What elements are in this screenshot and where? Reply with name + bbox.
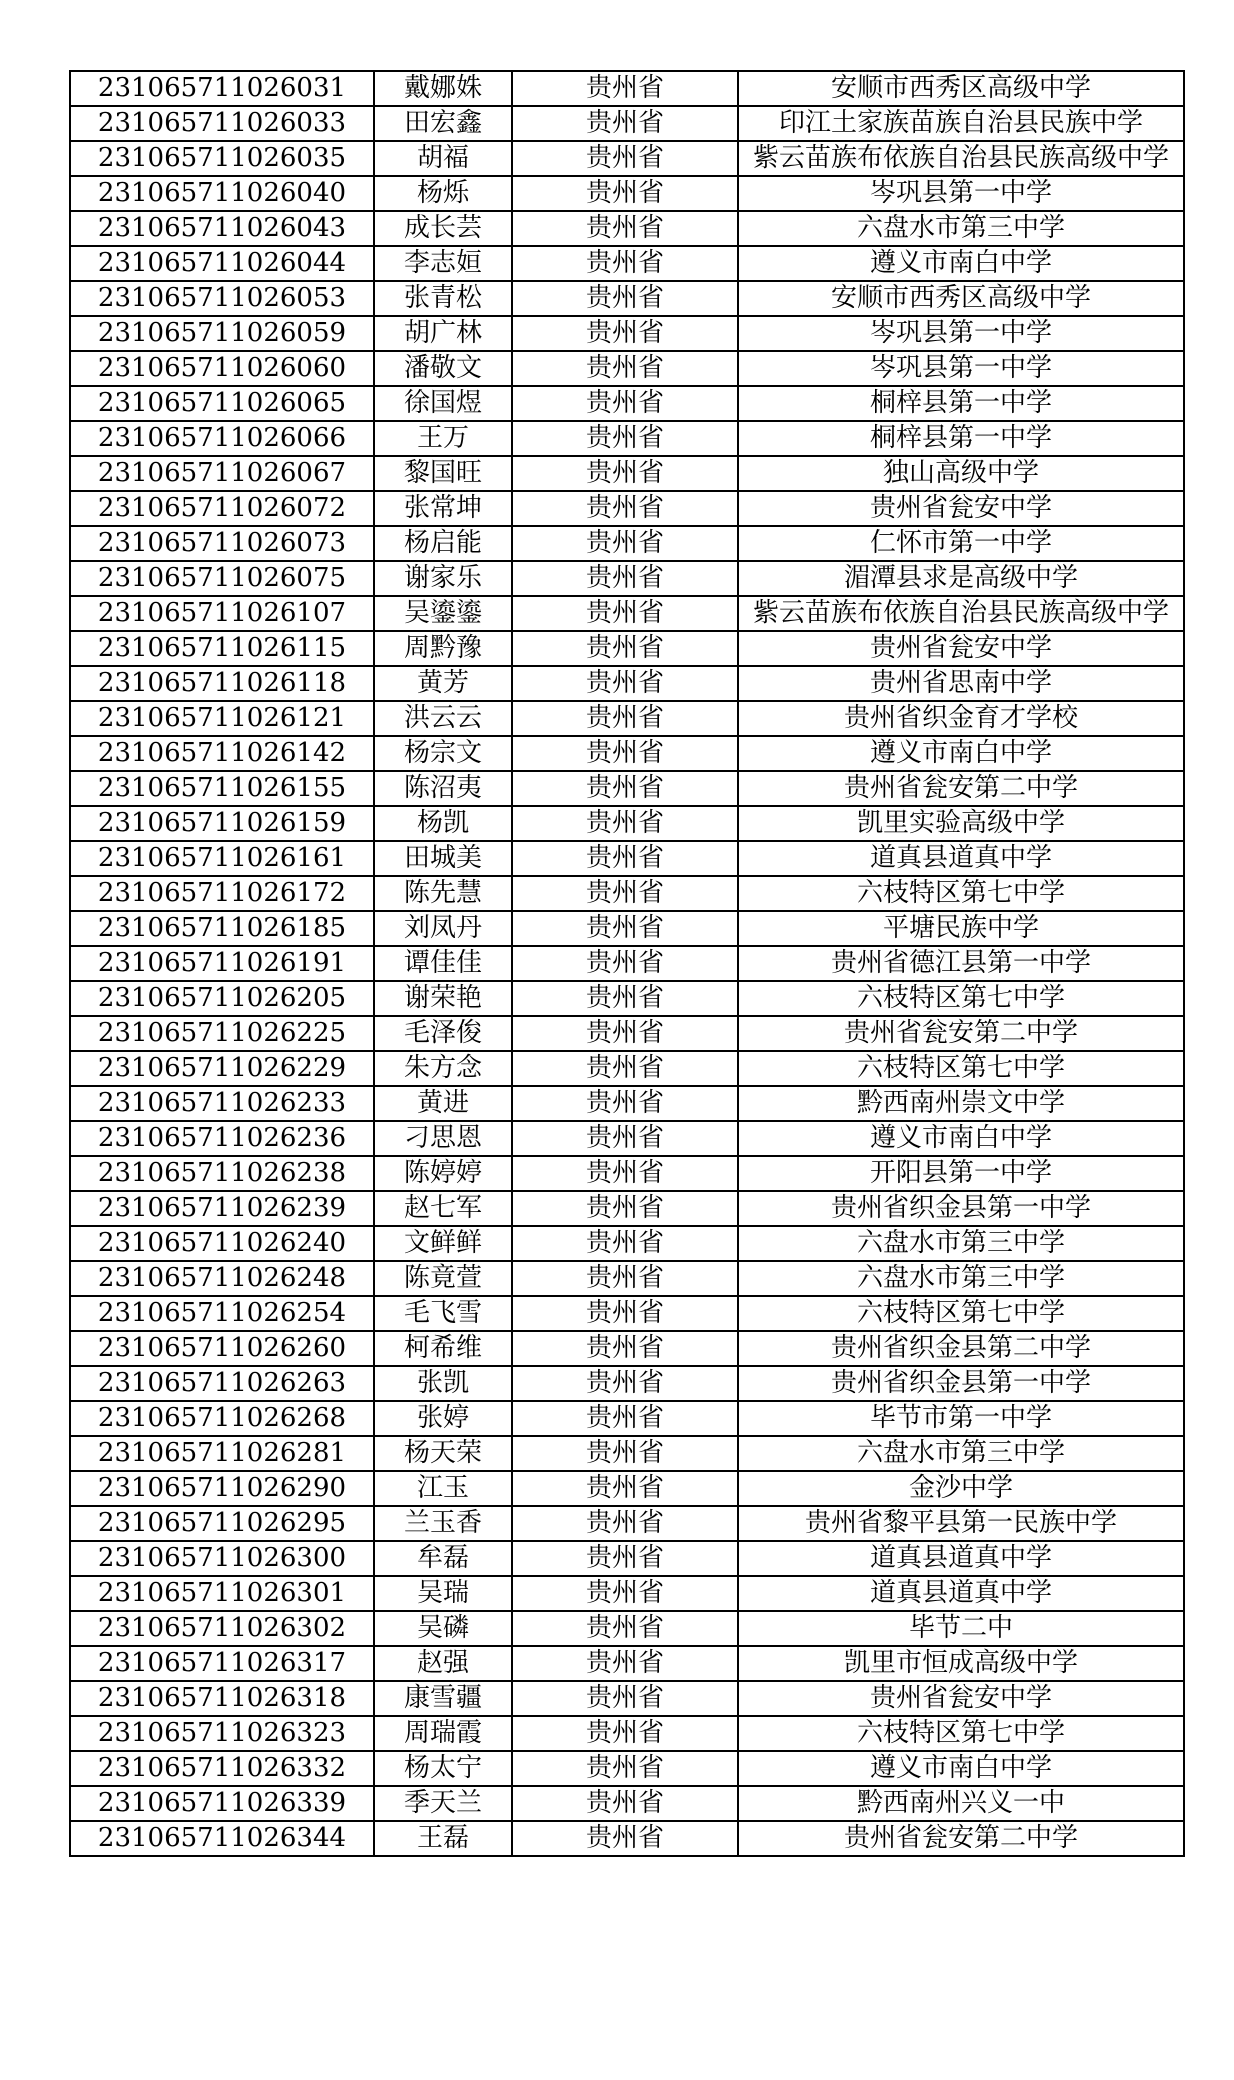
cell-student-name: 潘敬文	[374, 351, 512, 386]
cell-province: 贵州省	[512, 666, 738, 701]
cell-school: 岑巩县第一中学	[738, 316, 1184, 351]
cell-province: 贵州省	[512, 1611, 738, 1646]
cell-student-name: 吴磷	[374, 1611, 512, 1646]
cell-student-name: 刘凤丹	[374, 911, 512, 946]
cell-exam-id: 231065711026323	[70, 1716, 374, 1751]
table-row	[70, 1821, 1184, 1856]
cell-province: 贵州省	[512, 1471, 738, 1506]
cell-school: 贵州省织金县第一中学	[738, 1366, 1184, 1401]
table-row	[70, 1436, 1184, 1471]
cell-province: 贵州省	[512, 1156, 738, 1191]
cell-exam-id: 231065711026332	[70, 1751, 374, 1786]
cell-exam-id: 231065711026072	[70, 491, 374, 526]
cell-school: 遵义市南白中学	[738, 1751, 1184, 1786]
cell-province: 贵州省	[512, 526, 738, 561]
table-row	[70, 1786, 1184, 1821]
cell-exam-id: 231065711026295	[70, 1506, 374, 1541]
cell-school: 平塘民族中学	[738, 911, 1184, 946]
cell-province: 贵州省	[512, 1296, 738, 1331]
table-row	[70, 176, 1184, 211]
table-row	[70, 1051, 1184, 1086]
cell-exam-id: 231065711026281	[70, 1436, 374, 1471]
cell-student-name: 江玉	[374, 1471, 512, 1506]
cell-school: 贵州省黎平县第一民族中学	[738, 1506, 1184, 1541]
table-row	[70, 946, 1184, 981]
cell-student-name: 胡福	[374, 141, 512, 176]
cell-student-name: 文鲜鲜	[374, 1226, 512, 1261]
cell-province: 贵州省	[512, 1226, 738, 1261]
cell-exam-id: 231065711026317	[70, 1646, 374, 1681]
cell-student-name: 朱方念	[374, 1051, 512, 1086]
cell-province: 贵州省	[512, 106, 738, 141]
cell-province: 贵州省	[512, 71, 738, 106]
cell-province: 贵州省	[512, 596, 738, 631]
cell-exam-id: 231065711026233	[70, 1086, 374, 1121]
table-row	[70, 1086, 1184, 1121]
cell-school: 道真县道真中学	[738, 1541, 1184, 1576]
cell-exam-id: 231065711026248	[70, 1261, 374, 1296]
cell-exam-id: 231065711026268	[70, 1401, 374, 1436]
cell-student-name: 杨启能	[374, 526, 512, 561]
table-row	[70, 1541, 1184, 1576]
cell-student-name: 赵强	[374, 1646, 512, 1681]
cell-province: 贵州省	[512, 1506, 738, 1541]
cell-school: 遵义市南白中学	[738, 246, 1184, 281]
cell-school: 道真县道真中学	[738, 841, 1184, 876]
cell-exam-id: 231065711026118	[70, 666, 374, 701]
cell-exam-id: 231065711026185	[70, 911, 374, 946]
cell-province: 贵州省	[512, 701, 738, 736]
cell-student-name: 张青松	[374, 281, 512, 316]
cell-school: 黔西南州兴义一中	[738, 1786, 1184, 1821]
table-row	[70, 1611, 1184, 1646]
table-row	[70, 596, 1184, 631]
table-row	[70, 1366, 1184, 1401]
table-row	[70, 841, 1184, 876]
cell-exam-id: 231065711026191	[70, 946, 374, 981]
cell-province: 贵州省	[512, 1786, 738, 1821]
table-row	[70, 1121, 1184, 1156]
table-row	[70, 246, 1184, 281]
cell-exam-id: 231065711026205	[70, 981, 374, 1016]
cell-school: 安顺市西秀区高级中学	[738, 281, 1184, 316]
cell-exam-id: 231065711026318	[70, 1681, 374, 1716]
cell-student-name: 谢荣艳	[374, 981, 512, 1016]
cell-exam-id: 231065711026043	[70, 211, 374, 246]
table-row	[70, 1751, 1184, 1786]
cell-province: 贵州省	[512, 946, 738, 981]
cell-exam-id: 231065711026066	[70, 421, 374, 456]
cell-school: 桐梓县第一中学	[738, 421, 1184, 456]
cell-student-name: 胡广林	[374, 316, 512, 351]
cell-province: 贵州省	[512, 631, 738, 666]
table-row	[70, 71, 1184, 106]
cell-student-name: 毛泽俊	[374, 1016, 512, 1051]
cell-school: 凯里实验高级中学	[738, 806, 1184, 841]
cell-school: 紫云苗族布依族自治县民族高级中学	[738, 141, 1184, 176]
table-row	[70, 1506, 1184, 1541]
table-row	[70, 666, 1184, 701]
table-row	[70, 1191, 1184, 1226]
cell-school: 遵义市南白中学	[738, 736, 1184, 771]
cell-school: 安顺市西秀区高级中学	[738, 71, 1184, 106]
cell-exam-id: 231065711026339	[70, 1786, 374, 1821]
cell-student-name: 戴娜姝	[374, 71, 512, 106]
cell-province: 贵州省	[512, 1401, 738, 1436]
cell-student-name: 柯希维	[374, 1331, 512, 1366]
cell-province: 贵州省	[512, 351, 738, 386]
cell-student-name: 牟磊	[374, 1541, 512, 1576]
table-row	[70, 911, 1184, 946]
table-row	[70, 421, 1184, 456]
cell-student-name: 毛飞雪	[374, 1296, 512, 1331]
cell-exam-id: 231065711026254	[70, 1296, 374, 1331]
cell-exam-id: 231065711026240	[70, 1226, 374, 1261]
cell-province: 贵州省	[512, 1366, 738, 1401]
cell-exam-id: 231065711026301	[70, 1576, 374, 1611]
cell-school: 毕节市第一中学	[738, 1401, 1184, 1436]
cell-student-name: 田宏鑫	[374, 106, 512, 141]
cell-province: 贵州省	[512, 1191, 738, 1226]
table-row	[70, 1296, 1184, 1331]
cell-exam-id: 231065711026260	[70, 1331, 374, 1366]
table-row	[70, 631, 1184, 666]
cell-school: 贵州省瓮安第二中学	[738, 1016, 1184, 1051]
table-row	[70, 526, 1184, 561]
cell-province: 贵州省	[512, 1261, 738, 1296]
cell-student-name: 季天兰	[374, 1786, 512, 1821]
cell-school: 贵州省瓮安第二中学	[738, 771, 1184, 806]
table-row	[70, 1226, 1184, 1261]
cell-school: 贵州省瓮安中学	[738, 1681, 1184, 1716]
cell-province: 贵州省	[512, 1541, 738, 1576]
table-row	[70, 456, 1184, 491]
cell-exam-id: 231065711026073	[70, 526, 374, 561]
cell-school: 六枝特区第七中学	[738, 1051, 1184, 1086]
cell-exam-id: 231065711026053	[70, 281, 374, 316]
cell-student-name: 张婷	[374, 1401, 512, 1436]
table-row	[70, 491, 1184, 526]
table-row	[70, 1471, 1184, 1506]
cell-student-name: 黎国旺	[374, 456, 512, 491]
cell-exam-id: 231065711026155	[70, 771, 374, 806]
cell-province: 贵州省	[512, 1121, 738, 1156]
table-row	[70, 1016, 1184, 1051]
cell-student-name: 李志姮	[374, 246, 512, 281]
table-row	[70, 561, 1184, 596]
cell-student-name: 谢家乐	[374, 561, 512, 596]
cell-school: 岑巩县第一中学	[738, 351, 1184, 386]
cell-exam-id: 231065711026060	[70, 351, 374, 386]
cell-school: 六盘水市第三中学	[738, 1226, 1184, 1261]
cell-student-name: 谭佳佳	[374, 946, 512, 981]
cell-province: 贵州省	[512, 806, 738, 841]
cell-province: 贵州省	[512, 1646, 738, 1681]
cell-province: 贵州省	[512, 246, 738, 281]
cell-school: 岑巩县第一中学	[738, 176, 1184, 211]
cell-exam-id: 231065711026229	[70, 1051, 374, 1086]
cell-exam-id: 231065711026238	[70, 1156, 374, 1191]
cell-student-name: 杨宗文	[374, 736, 512, 771]
cell-student-name: 周黔豫	[374, 631, 512, 666]
cell-school: 遵义市南白中学	[738, 1121, 1184, 1156]
table-row	[70, 281, 1184, 316]
cell-student-name: 田城美	[374, 841, 512, 876]
cell-student-name: 洪云云	[374, 701, 512, 736]
cell-student-name: 黄芳	[374, 666, 512, 701]
cell-province: 贵州省	[512, 176, 738, 211]
cell-province: 贵州省	[512, 561, 738, 596]
cell-exam-id: 231065711026236	[70, 1121, 374, 1156]
cell-province: 贵州省	[512, 911, 738, 946]
cell-school: 仁怀市第一中学	[738, 526, 1184, 561]
cell-student-name: 陈婷婷	[374, 1156, 512, 1191]
table-row	[70, 771, 1184, 806]
roster-table	[69, 70, 1185, 1857]
cell-school: 道真县道真中学	[738, 1576, 1184, 1611]
cell-student-name: 康雪疆	[374, 1681, 512, 1716]
cell-province: 贵州省	[512, 1821, 738, 1856]
cell-school: 六枝特区第七中学	[738, 876, 1184, 911]
table-row	[70, 1576, 1184, 1611]
cell-exam-id: 231065711026035	[70, 141, 374, 176]
cell-exam-id: 231065711026040	[70, 176, 374, 211]
table-row	[70, 1156, 1184, 1191]
cell-exam-id: 231065711026172	[70, 876, 374, 911]
cell-exam-id: 231065711026115	[70, 631, 374, 666]
cell-school: 独山高级中学	[738, 456, 1184, 491]
cell-school: 开阳县第一中学	[738, 1156, 1184, 1191]
cell-student-name: 王万	[374, 421, 512, 456]
cell-province: 贵州省	[512, 211, 738, 246]
cell-province: 贵州省	[512, 841, 738, 876]
cell-student-name: 杨凯	[374, 806, 512, 841]
table-row	[70, 1646, 1184, 1681]
cell-student-name: 陈竟萱	[374, 1261, 512, 1296]
cell-province: 贵州省	[512, 1576, 738, 1611]
cell-province: 贵州省	[512, 421, 738, 456]
cell-school: 六枝特区第七中学	[738, 1296, 1184, 1331]
cell-school: 金沙中学	[738, 1471, 1184, 1506]
cell-exam-id: 231065711026263	[70, 1366, 374, 1401]
table-row	[70, 351, 1184, 386]
cell-school: 毕节二中	[738, 1611, 1184, 1646]
cell-school: 紫云苗族布依族自治县民族高级中学	[738, 596, 1184, 631]
cell-exam-id: 231065711026033	[70, 106, 374, 141]
table-row	[70, 106, 1184, 141]
cell-student-name: 吴鎏鎏	[374, 596, 512, 631]
cell-student-name: 陈沼夷	[374, 771, 512, 806]
cell-school: 贵州省织金县第一中学	[738, 1191, 1184, 1226]
cell-exam-id: 231065711026344	[70, 1821, 374, 1856]
cell-student-name: 杨烁	[374, 176, 512, 211]
table-row	[70, 386, 1184, 421]
cell-province: 贵州省	[512, 736, 738, 771]
cell-school: 六盘水市第三中学	[738, 1261, 1184, 1296]
cell-student-name: 赵七军	[374, 1191, 512, 1226]
cell-exam-id: 231065711026059	[70, 316, 374, 351]
cell-exam-id: 231065711026239	[70, 1191, 374, 1226]
cell-exam-id: 231065711026159	[70, 806, 374, 841]
cell-school: 六盘水市第三中学	[738, 1436, 1184, 1471]
cell-student-name: 兰玉香	[374, 1506, 512, 1541]
cell-province: 贵州省	[512, 1716, 738, 1751]
cell-school: 桐梓县第一中学	[738, 386, 1184, 421]
cell-province: 贵州省	[512, 981, 738, 1016]
cell-exam-id: 231065711026075	[70, 561, 374, 596]
table-row	[70, 316, 1184, 351]
table-row	[70, 1261, 1184, 1296]
table-row	[70, 211, 1184, 246]
cell-school: 六枝特区第七中学	[738, 1716, 1184, 1751]
cell-exam-id: 231065711026031	[70, 71, 374, 106]
table-row	[70, 1716, 1184, 1751]
cell-student-name: 杨太宁	[374, 1751, 512, 1786]
cell-province: 贵州省	[512, 1751, 738, 1786]
cell-student-name: 徐国煜	[374, 386, 512, 421]
cell-student-name: 杨天荣	[374, 1436, 512, 1471]
cell-school: 贵州省瓮安中学	[738, 491, 1184, 526]
cell-school: 贵州省织金育才学校	[738, 701, 1184, 736]
cell-exam-id: 231065711026161	[70, 841, 374, 876]
cell-student-name: 陈先慧	[374, 876, 512, 911]
cell-school: 黔西南州崇文中学	[738, 1086, 1184, 1121]
cell-student-name: 成长芸	[374, 211, 512, 246]
cell-province: 贵州省	[512, 491, 738, 526]
cell-province: 贵州省	[512, 1086, 738, 1121]
cell-exam-id: 231065711026142	[70, 736, 374, 771]
cell-student-name: 周瑞霞	[374, 1716, 512, 1751]
cell-student-name: 刁思恩	[374, 1121, 512, 1156]
cell-province: 贵州省	[512, 1016, 738, 1051]
cell-province: 贵州省	[512, 456, 738, 491]
cell-school: 贵州省瓮安第二中学	[738, 1821, 1184, 1856]
table-row	[70, 1681, 1184, 1716]
cell-school: 贵州省德江县第一中学	[738, 946, 1184, 981]
cell-province: 贵州省	[512, 1681, 738, 1716]
cell-exam-id: 231065711026290	[70, 1471, 374, 1506]
cell-school: 六盘水市第三中学	[738, 211, 1184, 246]
cell-province: 贵州省	[512, 386, 738, 421]
table-row	[70, 806, 1184, 841]
cell-province: 贵州省	[512, 771, 738, 806]
table-row	[70, 141, 1184, 176]
cell-province: 贵州省	[512, 1331, 738, 1366]
roster-table-body	[70, 71, 1184, 1856]
cell-exam-id: 231065711026067	[70, 456, 374, 491]
cell-school: 凯里市恒成高级中学	[738, 1646, 1184, 1681]
table-row	[70, 876, 1184, 911]
cell-school: 贵州省瓮安中学	[738, 631, 1184, 666]
cell-province: 贵州省	[512, 281, 738, 316]
cell-school: 湄潭县求是高级中学	[738, 561, 1184, 596]
cell-province: 贵州省	[512, 1051, 738, 1086]
cell-student-name: 张常坤	[374, 491, 512, 526]
cell-exam-id: 231065711026225	[70, 1016, 374, 1051]
cell-student-name: 王磊	[374, 1821, 512, 1856]
cell-exam-id: 231065711026300	[70, 1541, 374, 1576]
table-row	[70, 736, 1184, 771]
cell-student-name: 吴瑞	[374, 1576, 512, 1611]
cell-exam-id: 231065711026044	[70, 246, 374, 281]
cell-school: 六枝特区第七中学	[738, 981, 1184, 1016]
cell-student-name: 张凯	[374, 1366, 512, 1401]
cell-province: 贵州省	[512, 141, 738, 176]
cell-school: 印江土家族苗族自治县民族中学	[738, 106, 1184, 141]
cell-student-name: 黄进	[374, 1086, 512, 1121]
table-row	[70, 1331, 1184, 1366]
table-row	[70, 1401, 1184, 1436]
cell-province: 贵州省	[512, 316, 738, 351]
cell-exam-id: 231065711026302	[70, 1611, 374, 1646]
cell-exam-id: 231065711026107	[70, 596, 374, 631]
cell-province: 贵州省	[512, 1436, 738, 1471]
cell-exam-id: 231065711026121	[70, 701, 374, 736]
cell-school: 贵州省思南中学	[738, 666, 1184, 701]
cell-school: 贵州省织金县第二中学	[738, 1331, 1184, 1366]
table-row	[70, 701, 1184, 736]
cell-exam-id: 231065711026065	[70, 386, 374, 421]
cell-province: 贵州省	[512, 876, 738, 911]
table-row	[70, 981, 1184, 1016]
